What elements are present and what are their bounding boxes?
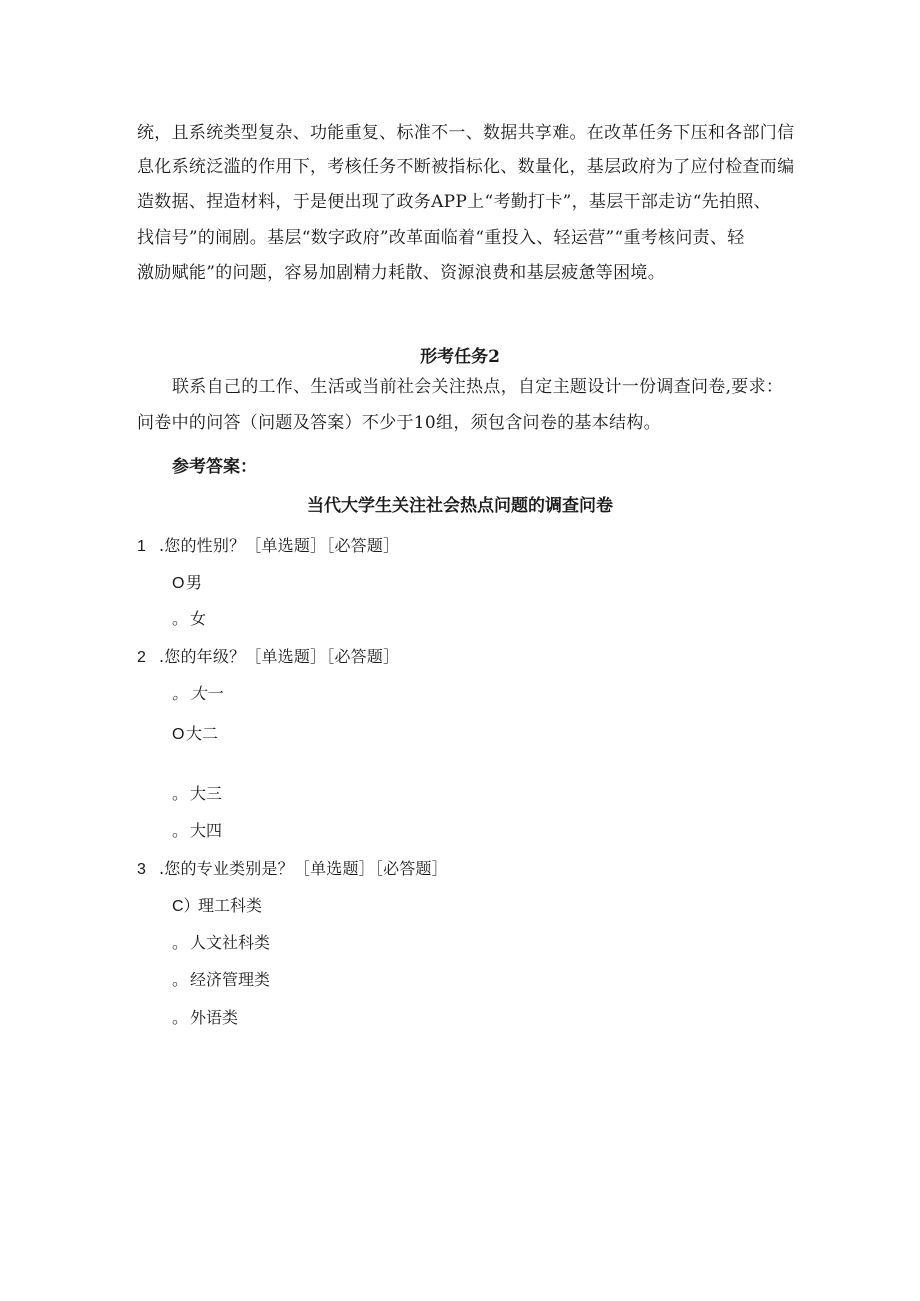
reference-answer-label: 参考答案： xyxy=(172,457,257,477)
task-requirement-line-1: 联系自己的工作、生活或当前社会关注热点，自定主题设计一份调查问卷,要求： xyxy=(172,377,784,397)
option-label: 男 xyxy=(186,573,203,592)
q2-option-freshman xyxy=(172,681,222,704)
question-1 xyxy=(137,533,399,556)
option-label: 人文社科类 xyxy=(190,933,271,952)
option-label: 经济管理类 xyxy=(190,970,271,989)
intro-line-4: 找信号”的闹剧。基层“数字政府”改革面临着“重投入、轻运营”“重考核问责、轻 xyxy=(137,228,745,248)
option-label: 大四 xyxy=(190,821,223,840)
option-label: 女 xyxy=(190,609,207,628)
task-title: 形考任务2 xyxy=(420,347,500,367)
question-text: .您的专业类别是？［单选题］［必答题］ xyxy=(159,859,448,878)
radio-dot-icon: 。 xyxy=(172,686,189,703)
radio-circle-icon: O xyxy=(172,726,185,743)
question-2 xyxy=(137,644,399,667)
q3-option-foreign-languages xyxy=(172,1005,238,1028)
q2-option-senior xyxy=(172,818,222,841)
radio-c-icon: C） xyxy=(172,898,200,915)
q3-option-economics-management xyxy=(172,967,270,990)
radio-circle-icon: O xyxy=(172,575,185,592)
radio-dot-icon: 。 xyxy=(172,611,189,628)
q2-option-junior xyxy=(172,781,222,804)
survey-title: 当代大学生关注社会热点问题的调查问卷 xyxy=(307,496,613,516)
option-label: 大一 xyxy=(190,684,223,703)
question-number: 2 xyxy=(137,649,146,666)
option-label: 大二 xyxy=(186,724,219,743)
radio-dot-icon: 。 xyxy=(172,935,189,952)
question-text: .您的年级？［单选题］［必答题］ xyxy=(159,647,400,666)
radio-dot-icon: 。 xyxy=(172,786,189,803)
intro-line-1: 统，且系统类型复杂、功能重复、标准不一、数据共享难。在改革任务下压和各部门信 xyxy=(137,123,795,143)
q2-option-sophomore xyxy=(172,721,218,744)
option-label: 理工科类 xyxy=(198,896,263,915)
question-number: 1 xyxy=(137,538,146,555)
option-label: 外语类 xyxy=(190,1008,239,1027)
intro-line-2: 息化系统泛滥的作用下，考核任务不断被指标化、数量化，基层政府为了应付检查而编 xyxy=(137,157,795,177)
question-text: .您的性别？［单选题］［必答题］ xyxy=(159,536,400,555)
q3-option-science-engineering xyxy=(172,893,262,916)
intro-line-5: 激励赋能”的问题，容易加剧精力耗散、资源浪费和基层疲惫等困境。 xyxy=(137,263,665,283)
question-3 xyxy=(137,856,448,879)
radio-dot-icon: 。 xyxy=(172,823,189,840)
task-requirement-line-2: 问卷中的问答（问题及答案）不少于10组，须包含问卷的基本结构。 xyxy=(137,413,661,433)
radio-dot-icon: 。 xyxy=(172,1010,189,1027)
q3-option-humanities xyxy=(172,930,270,953)
intro-line-3: 造数据、捏造材料，于是便出现了政务APP上“考勤打卡”，基层干部走访“先拍照、 xyxy=(137,192,771,212)
q1-option-female xyxy=(172,606,206,629)
q1-option-male xyxy=(172,570,202,593)
radio-dot-icon: 。 xyxy=(172,972,189,989)
question-number: 3 xyxy=(137,861,146,878)
option-label: 大三 xyxy=(190,784,223,803)
